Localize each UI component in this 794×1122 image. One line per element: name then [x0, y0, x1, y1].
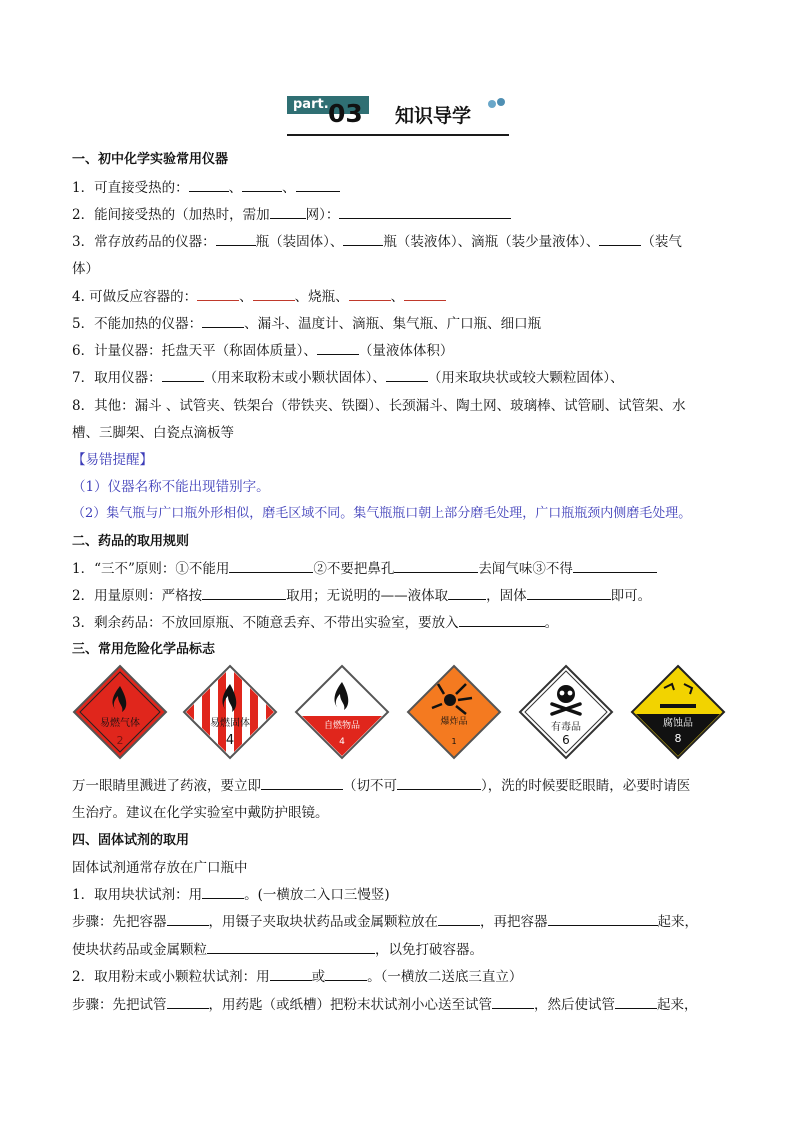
s2-line-3: 3．剩余药品：不放回原瓶、不随意丢弃、不带出实验室，要放入 。 [72, 615, 559, 631]
decoration-dots-icon [487, 97, 509, 111]
s1-line-8b: 槽、三脚架、白瓷点滴板等 [72, 425, 234, 441]
s4-intro: 固体试剂通常存放在广口瓶中 [72, 860, 248, 876]
sign-label: 爆炸品 [440, 717, 468, 727]
tip-label: 【易错提醒】 [72, 452, 153, 468]
toxic-sign-icon [518, 664, 614, 760]
s1-line-7: 7．取用仪器： （用来取粉末或小颗状固体）、 （用来取块状或较大颗粒固体）、 [72, 370, 624, 386]
s1-line-6: 6．计量仪器：托盘天平（称固体质量）、 （量液体体积） [72, 343, 454, 359]
s1-line-1: 1．可直接受热的： 、 、 [72, 178, 340, 198]
spontaneous-combustion-sign-icon [294, 664, 390, 760]
s2-line-1: 1．“三不”原则：①不能用 ②不要把鼻孔 去闻气味③不得 [72, 559, 657, 579]
s1-line-2: 2．能间接受热的（加热时，需加 网）： [72, 205, 511, 225]
s3-para-2: 生治疗。建议在化学实验室中戴防护眼镜。 [72, 805, 329, 821]
s1-line-8: 8．其他：漏斗 、试管夹、铁架台（带铁夹、铁圈）、长颈漏斗、陶土网、玻璃棒、试管刷、试管架、水 [72, 398, 686, 414]
section-heading-3: 三、常用危险化学品标志 [72, 642, 216, 657]
s4-step-1b: 使块状药品或金属颗粒 ，以免打破容器。 [72, 942, 483, 958]
part-tag: part. [287, 96, 369, 114]
tip-2: （2）集气瓶与广口瓶外形相似，磨毛区域不同。集气瓶瓶口朝上部分磨毛处理，广口瓶瓶颈内侧磨毛处理。 [72, 506, 692, 521]
sign-label: 自燃物品 [323, 721, 361, 731]
s3-para-1: 万一眼睛里溅进了药液，要立即 （切不可 ），洗的时候要眨眼睛，必要时请医 [72, 778, 691, 794]
sign-number: 8 [674, 732, 682, 745]
s4-step-2: 步骤：先把试管 ，用药匙（或纸槽）把粉末状试剂小心送至试管 ，然后使试管 起来， [72, 997, 698, 1013]
sign-number: 4 [339, 737, 345, 747]
page-title: 知识导学 [395, 105, 472, 127]
explosive-sign-icon [406, 664, 502, 760]
s4-line-1: 1．取用块状试剂：用 。(一横放二入口三慢竖) [72, 887, 390, 903]
s1-line-3: 3．常存放药品的仪器： 瓶（装固体）、 瓶（装液体）、滴瓶（装少量液体）、 （装气 [72, 234, 682, 250]
sign-label: 有毒品 [551, 722, 581, 733]
sign-number: 1 [451, 737, 457, 746]
s1-line-5: 5．不能加热的仪器： 、漏斗、温度计、滴瓶、集气瓶、广口瓶、细口瓶 [72, 316, 542, 332]
header-rule [287, 134, 509, 136]
section-header [287, 95, 509, 139]
flammable-solid-sign-icon [182, 664, 278, 760]
section-heading-2: 二、药品的取用规则 [72, 534, 190, 549]
s4-step-1: 步骤：先把容器 ，用镊子夹取块状药品或金属颗粒放在 ，再把容器 起来， [72, 914, 698, 930]
flammable-gas-sign-icon [72, 664, 168, 760]
sign-number: 2 [116, 734, 124, 747]
section-heading-4: 四、固体试剂的取用 [72, 833, 190, 848]
sign-label: 易燃固体 [210, 718, 250, 729]
sign-label: 易燃气体 [100, 718, 140, 729]
s1-line-3b: 体） [72, 261, 99, 277]
sign-label: 腐蚀品 [663, 718, 693, 729]
hazard-signs [72, 664, 722, 766]
s4-line-2: 2．取用粉末或小颗粒状试剂：用 或 。（一横放二送底三直立） [72, 969, 523, 985]
s2-line-2: 2．用量原则：严格按 取用；无说明的——液体取 ，固体 即可。 [72, 588, 652, 604]
corrosive-sign-icon [630, 664, 726, 760]
tip-1: （1）仪器名称不能出现错别字。 [72, 479, 270, 495]
part-number: 03 [328, 99, 363, 128]
s1-line-4: 4. 可做反应容器的： 、 、烧瓶、 、 [72, 287, 446, 307]
section-heading-1: 一、初中化学实验常用仪器 [72, 152, 229, 167]
sign-number: 4 [225, 733, 235, 748]
sign-number: 6 [562, 733, 570, 747]
